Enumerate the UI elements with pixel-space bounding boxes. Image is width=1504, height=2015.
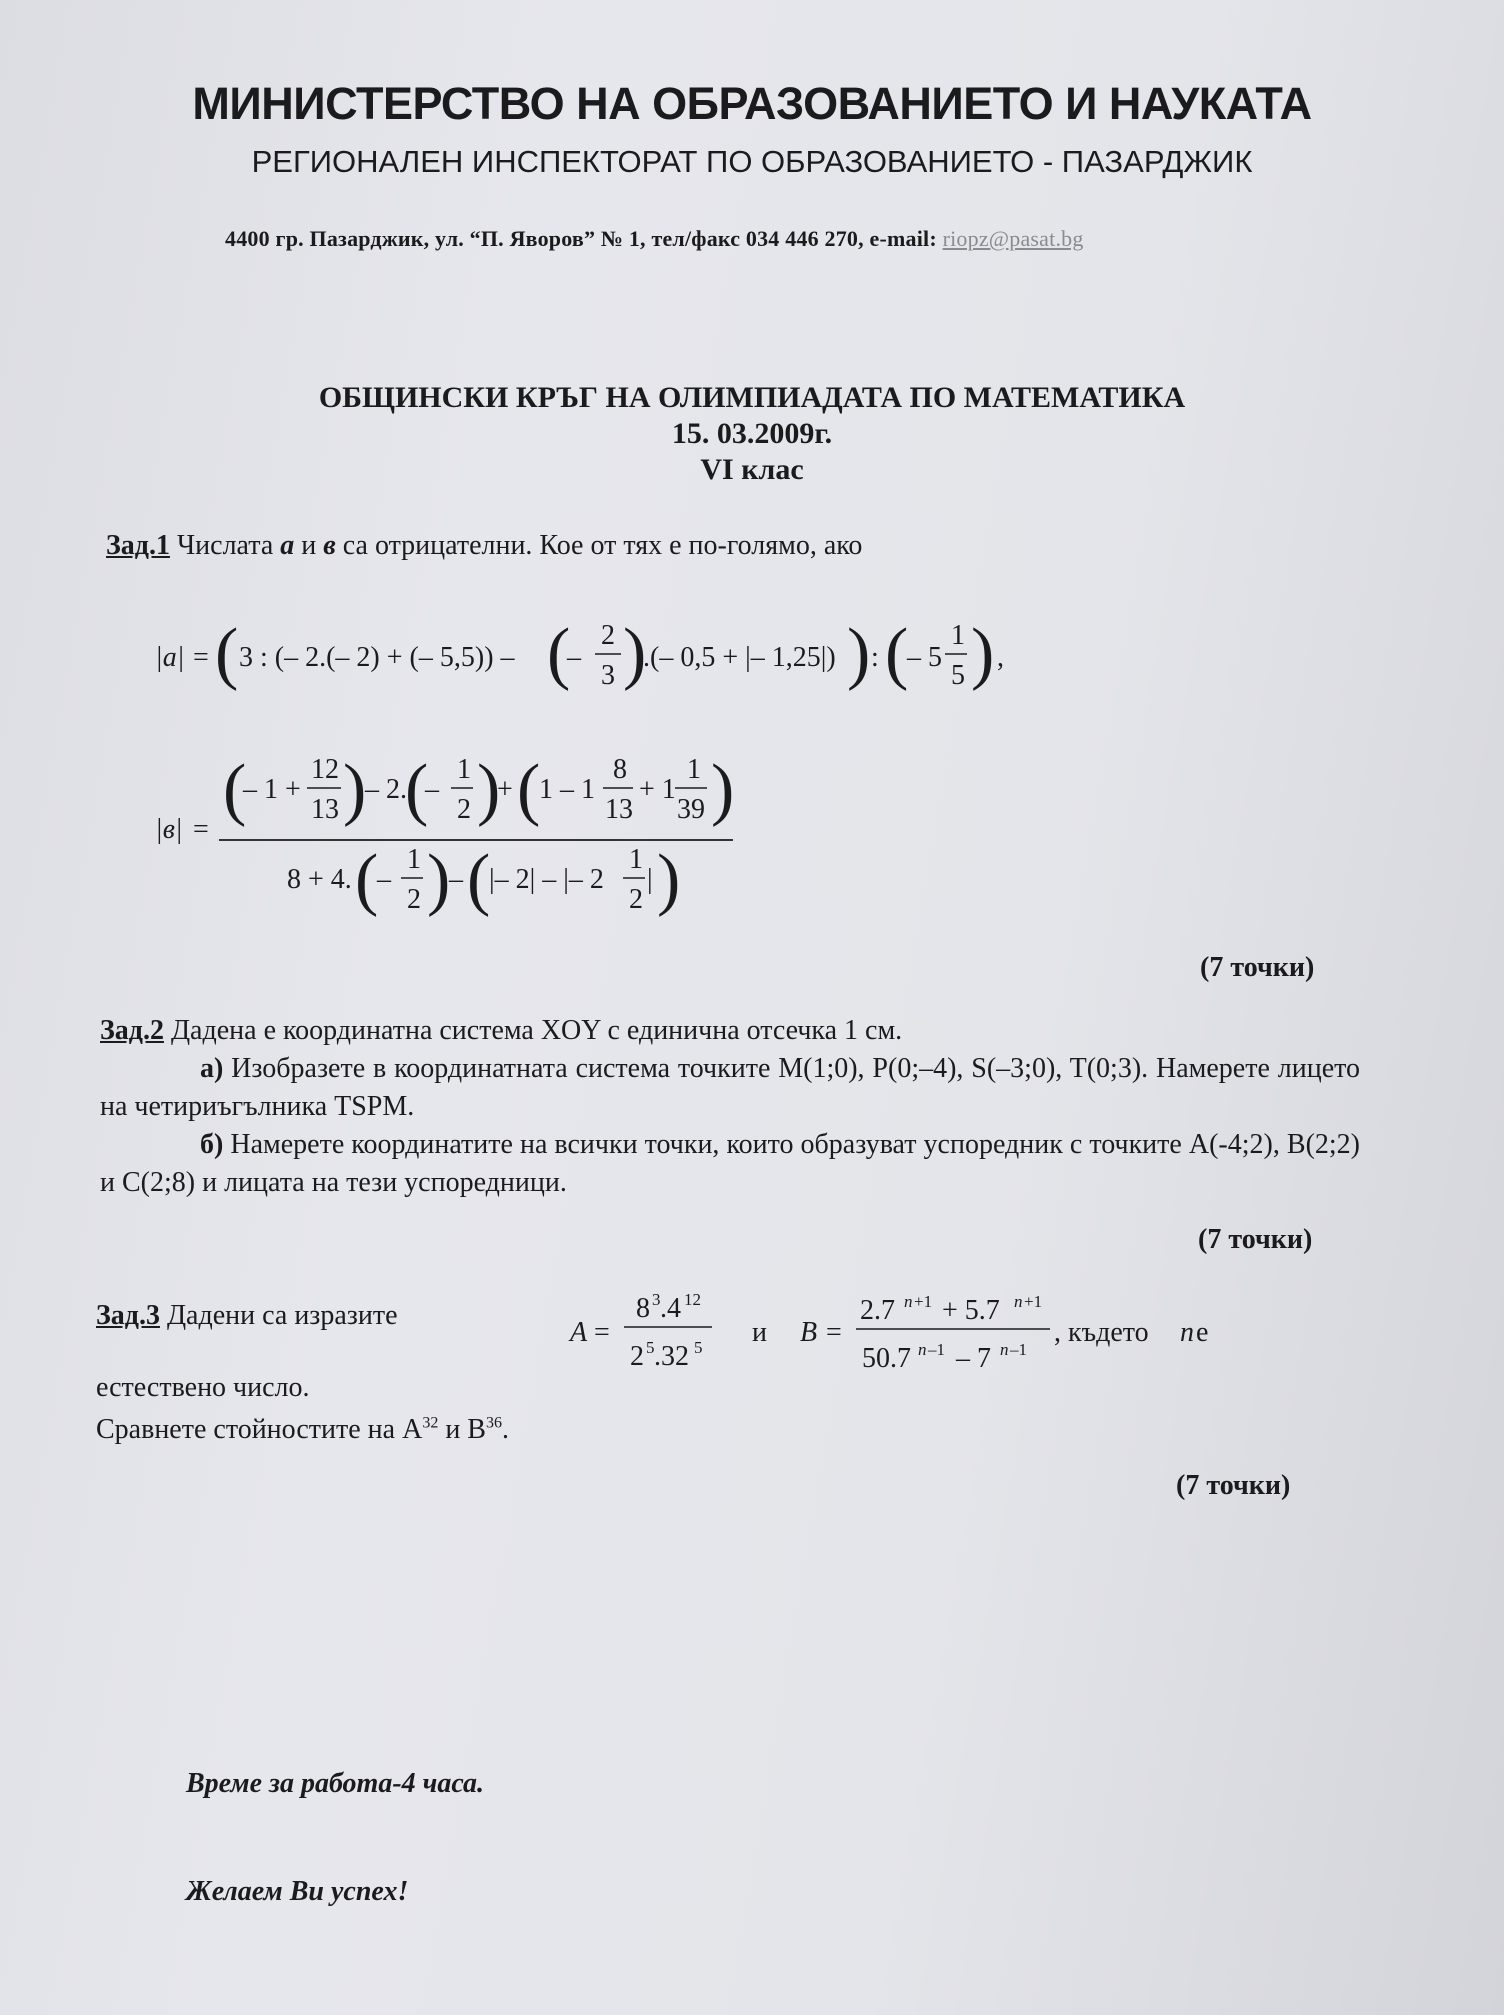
exp-b: 36 <box>485 1414 502 1432</box>
svg-text:–1: –1 <box>928 1340 945 1359</box>
olympiad-title: ОБЩИНСКИ КРЪГ НА ОЛИМПИАДАТА ПО МАТЕМАТИКА <box>318 381 1186 414</box>
svg-text:+: + <box>497 774 513 805</box>
olympiad-grade: VI клас <box>700 453 804 486</box>
task3-where: , където <box>1054 1317 1149 1348</box>
svg-text:–1: –1 <box>1010 1340 1027 1359</box>
svg-text:): ) <box>657 841 681 918</box>
task1-label: Зад.1 <box>106 530 170 561</box>
svg-text:8: 8 <box>636 1293 650 1324</box>
olympiad-heading <box>0 380 1504 488</box>
task2-part-b-text: Намерете координатите на всички точки, които образуват успоредник с точките A(-4;2), B(2;2) и C(2;8) и лицата на тези успоредници. <box>100 1129 1360 1198</box>
svg-text:): ) <box>623 615 647 692</box>
task1-text: Числата <box>169 530 281 561</box>
svg-text:+ 5.7: + 5.7 <box>942 1295 1000 1326</box>
svg-text:): ) <box>343 751 367 828</box>
svg-text:n: n <box>918 1340 927 1359</box>
svg-text:): ) <box>427 841 451 918</box>
svg-text:+1: +1 <box>1024 1292 1043 1311</box>
formula-abs-a <box>155 610 1015 710</box>
exp-a: 32 <box>422 1414 439 1432</box>
svg-text:(: ( <box>405 751 429 828</box>
task2-part-a-label: а) <box>200 1053 224 1084</box>
task1-text: са отрицателни. Кое от тях е по-голямо, ако <box>335 530 863 561</box>
svg-text:(: ( <box>547 615 571 692</box>
svg-text:2.7: 2.7 <box>860 1295 895 1326</box>
task2-part-a-text: Изобразете в координатната система точките M(1;0), P(0;–4), S(–3;0), T(0;3). Намерете лицето на четириъгълника TSPM. <box>100 1053 1360 1122</box>
svg-text:(: ( <box>223 751 247 828</box>
svg-text:3: 3 <box>601 660 615 691</box>
svg-text:): ) <box>847 615 871 692</box>
svg-text:5: 5 <box>646 1338 655 1357</box>
address-line <box>225 226 1084 252</box>
svg-text:39: 39 <box>677 794 705 825</box>
task3-line2: естествено число. <box>96 1372 310 1403</box>
svg-text:8: 8 <box>613 754 627 785</box>
svg-text:(: ( <box>355 841 379 918</box>
task1-statement <box>106 530 862 562</box>
svg-text:(: ( <box>215 615 239 692</box>
task3-end: . <box>501 1414 509 1445</box>
svg-text:2: 2 <box>601 620 615 651</box>
svg-text:,: , <box>997 642 1004 673</box>
svg-text:1: 1 <box>457 754 471 785</box>
svg-text:– 2.: – 2. <box>365 774 407 805</box>
svg-text:+ 1: + 1 <box>639 774 676 805</box>
task2-intro: Дадена е координатна система XOY с единична отсечка 1 см. <box>163 1015 903 1046</box>
var-n: n <box>1180 1317 1194 1348</box>
olympiad-date: 15. 03.2009г. <box>671 417 833 450</box>
svg-text:1 – 1: 1 – 1 <box>539 774 595 805</box>
svg-text:8 + 4.: 8 + 4. <box>287 864 352 895</box>
svg-text:=: = <box>594 1317 610 1348</box>
svg-text:–: – <box>567 642 581 673</box>
svg-text:5: 5 <box>951 660 965 691</box>
task1-points: (7 точки) <box>1200 952 1315 983</box>
task3-compare-text: Сравнете стойностите на A <box>96 1414 423 1445</box>
svg-text:(: ( <box>885 615 909 692</box>
svg-text:.4: .4 <box>660 1293 681 1324</box>
work-time-note: Време за работа-4 часа. <box>186 1768 485 1799</box>
svg-text:): ) <box>711 751 735 828</box>
svg-text:|в|: |в| <box>155 814 183 845</box>
svg-text:): ) <box>971 615 995 692</box>
task3-text: Дадени са изразите <box>159 1300 398 1331</box>
task3-line3 <box>96 1414 509 1446</box>
task2-part-b-label: б) <box>200 1129 224 1160</box>
svg-text:2: 2 <box>630 1341 644 1372</box>
svg-text:1: 1 <box>687 754 701 785</box>
svg-text:B: B <box>800 1317 818 1348</box>
svg-text:3 : (– 2.(– 2) + (– 5,5)) –: 3 : (– 2.(– 2) + (– 5,5)) – <box>239 642 515 673</box>
svg-text:n: n <box>1014 1292 1023 1311</box>
svg-text:5: 5 <box>694 1338 703 1357</box>
svg-text:13: 13 <box>605 794 633 825</box>
var-b: в <box>323 530 336 561</box>
svg-text:A: A <box>570 1317 588 1348</box>
task3-label: Зад.3 <box>96 1300 160 1331</box>
svg-text:|– 2| – |– 2: |– 2| – |– 2 <box>489 864 604 895</box>
svg-text:=: = <box>193 642 209 673</box>
email-link[interactable]: riopz@pasat.bg <box>942 226 1084 251</box>
svg-text:1: 1 <box>629 844 643 875</box>
svg-text:3: 3 <box>652 1290 661 1309</box>
svg-text:2: 2 <box>457 794 471 825</box>
inspectorate-heading: РЕГИОНАЛЕН ИНСПЕКТОРАТ ПО ОБРАЗОВАНИЕТО - ПАЗАРДЖИК <box>251 144 1253 179</box>
svg-text:2: 2 <box>407 884 421 915</box>
svg-text:– 7: – 7 <box>956 1343 991 1374</box>
svg-text:(: ( <box>467 841 491 918</box>
svg-text:2: 2 <box>629 884 643 915</box>
svg-text:– 1 +: – 1 + <box>243 774 301 805</box>
svg-text:n: n <box>904 1292 913 1311</box>
svg-text:12: 12 <box>311 754 339 785</box>
svg-text:|a|: |a| <box>155 642 185 673</box>
formula-a-b <box>560 1285 1240 1385</box>
svg-text:|: | <box>647 864 653 895</box>
task2-label: Зад.2 <box>100 1015 164 1046</box>
task2-statement <box>100 1012 1360 1202</box>
task2-part-a <box>100 1050 1360 1126</box>
formula-abs-b <box>155 740 755 940</box>
address-text: 4400 гр. Пазарджик, ул. “П. Яворов” № 1, тел/факс 034 446 270, e-mail: <box>225 226 943 251</box>
good-luck-note: Желаем Ви успех! <box>186 1876 409 1907</box>
task3-is: е <box>1196 1317 1209 1348</box>
task2-part-b <box>100 1126 1360 1202</box>
task3-and: и B <box>438 1414 486 1445</box>
svg-text:): ) <box>477 751 501 828</box>
svg-text:1: 1 <box>951 620 965 651</box>
svg-text:=: = <box>193 814 209 845</box>
svg-text:– 5: – 5 <box>907 642 942 673</box>
svg-text:n: n <box>1000 1340 1009 1359</box>
svg-text:+1: +1 <box>914 1292 933 1311</box>
svg-text::: : <box>871 642 879 673</box>
task2-points: (7 точки) <box>1198 1224 1313 1255</box>
task2-intro-line <box>100 1012 1360 1050</box>
task3-points: (7 точки) <box>1176 1470 1291 1501</box>
svg-text:(: ( <box>517 751 541 828</box>
svg-text:–: – <box>425 774 439 805</box>
svg-text:.(– 0,5 + |– 1,25|): .(– 0,5 + |– 1,25|) <box>643 642 836 673</box>
ministry-heading: МИНИСТЕРСТВО НА ОБРАЗОВАНИЕТО И НАУКАТА <box>192 78 1312 129</box>
svg-text:=: = <box>826 1317 842 1348</box>
svg-text:50.7: 50.7 <box>862 1343 911 1374</box>
svg-text:–: – <box>449 864 463 895</box>
svg-text:.32: .32 <box>654 1341 689 1372</box>
svg-text:1: 1 <box>407 844 421 875</box>
var-a: а <box>280 530 295 561</box>
svg-text:12: 12 <box>684 1290 701 1309</box>
task1-text: и <box>294 530 324 561</box>
svg-text:–: – <box>377 864 391 895</box>
and-word: и <box>752 1317 767 1348</box>
svg-text:13: 13 <box>311 794 339 825</box>
